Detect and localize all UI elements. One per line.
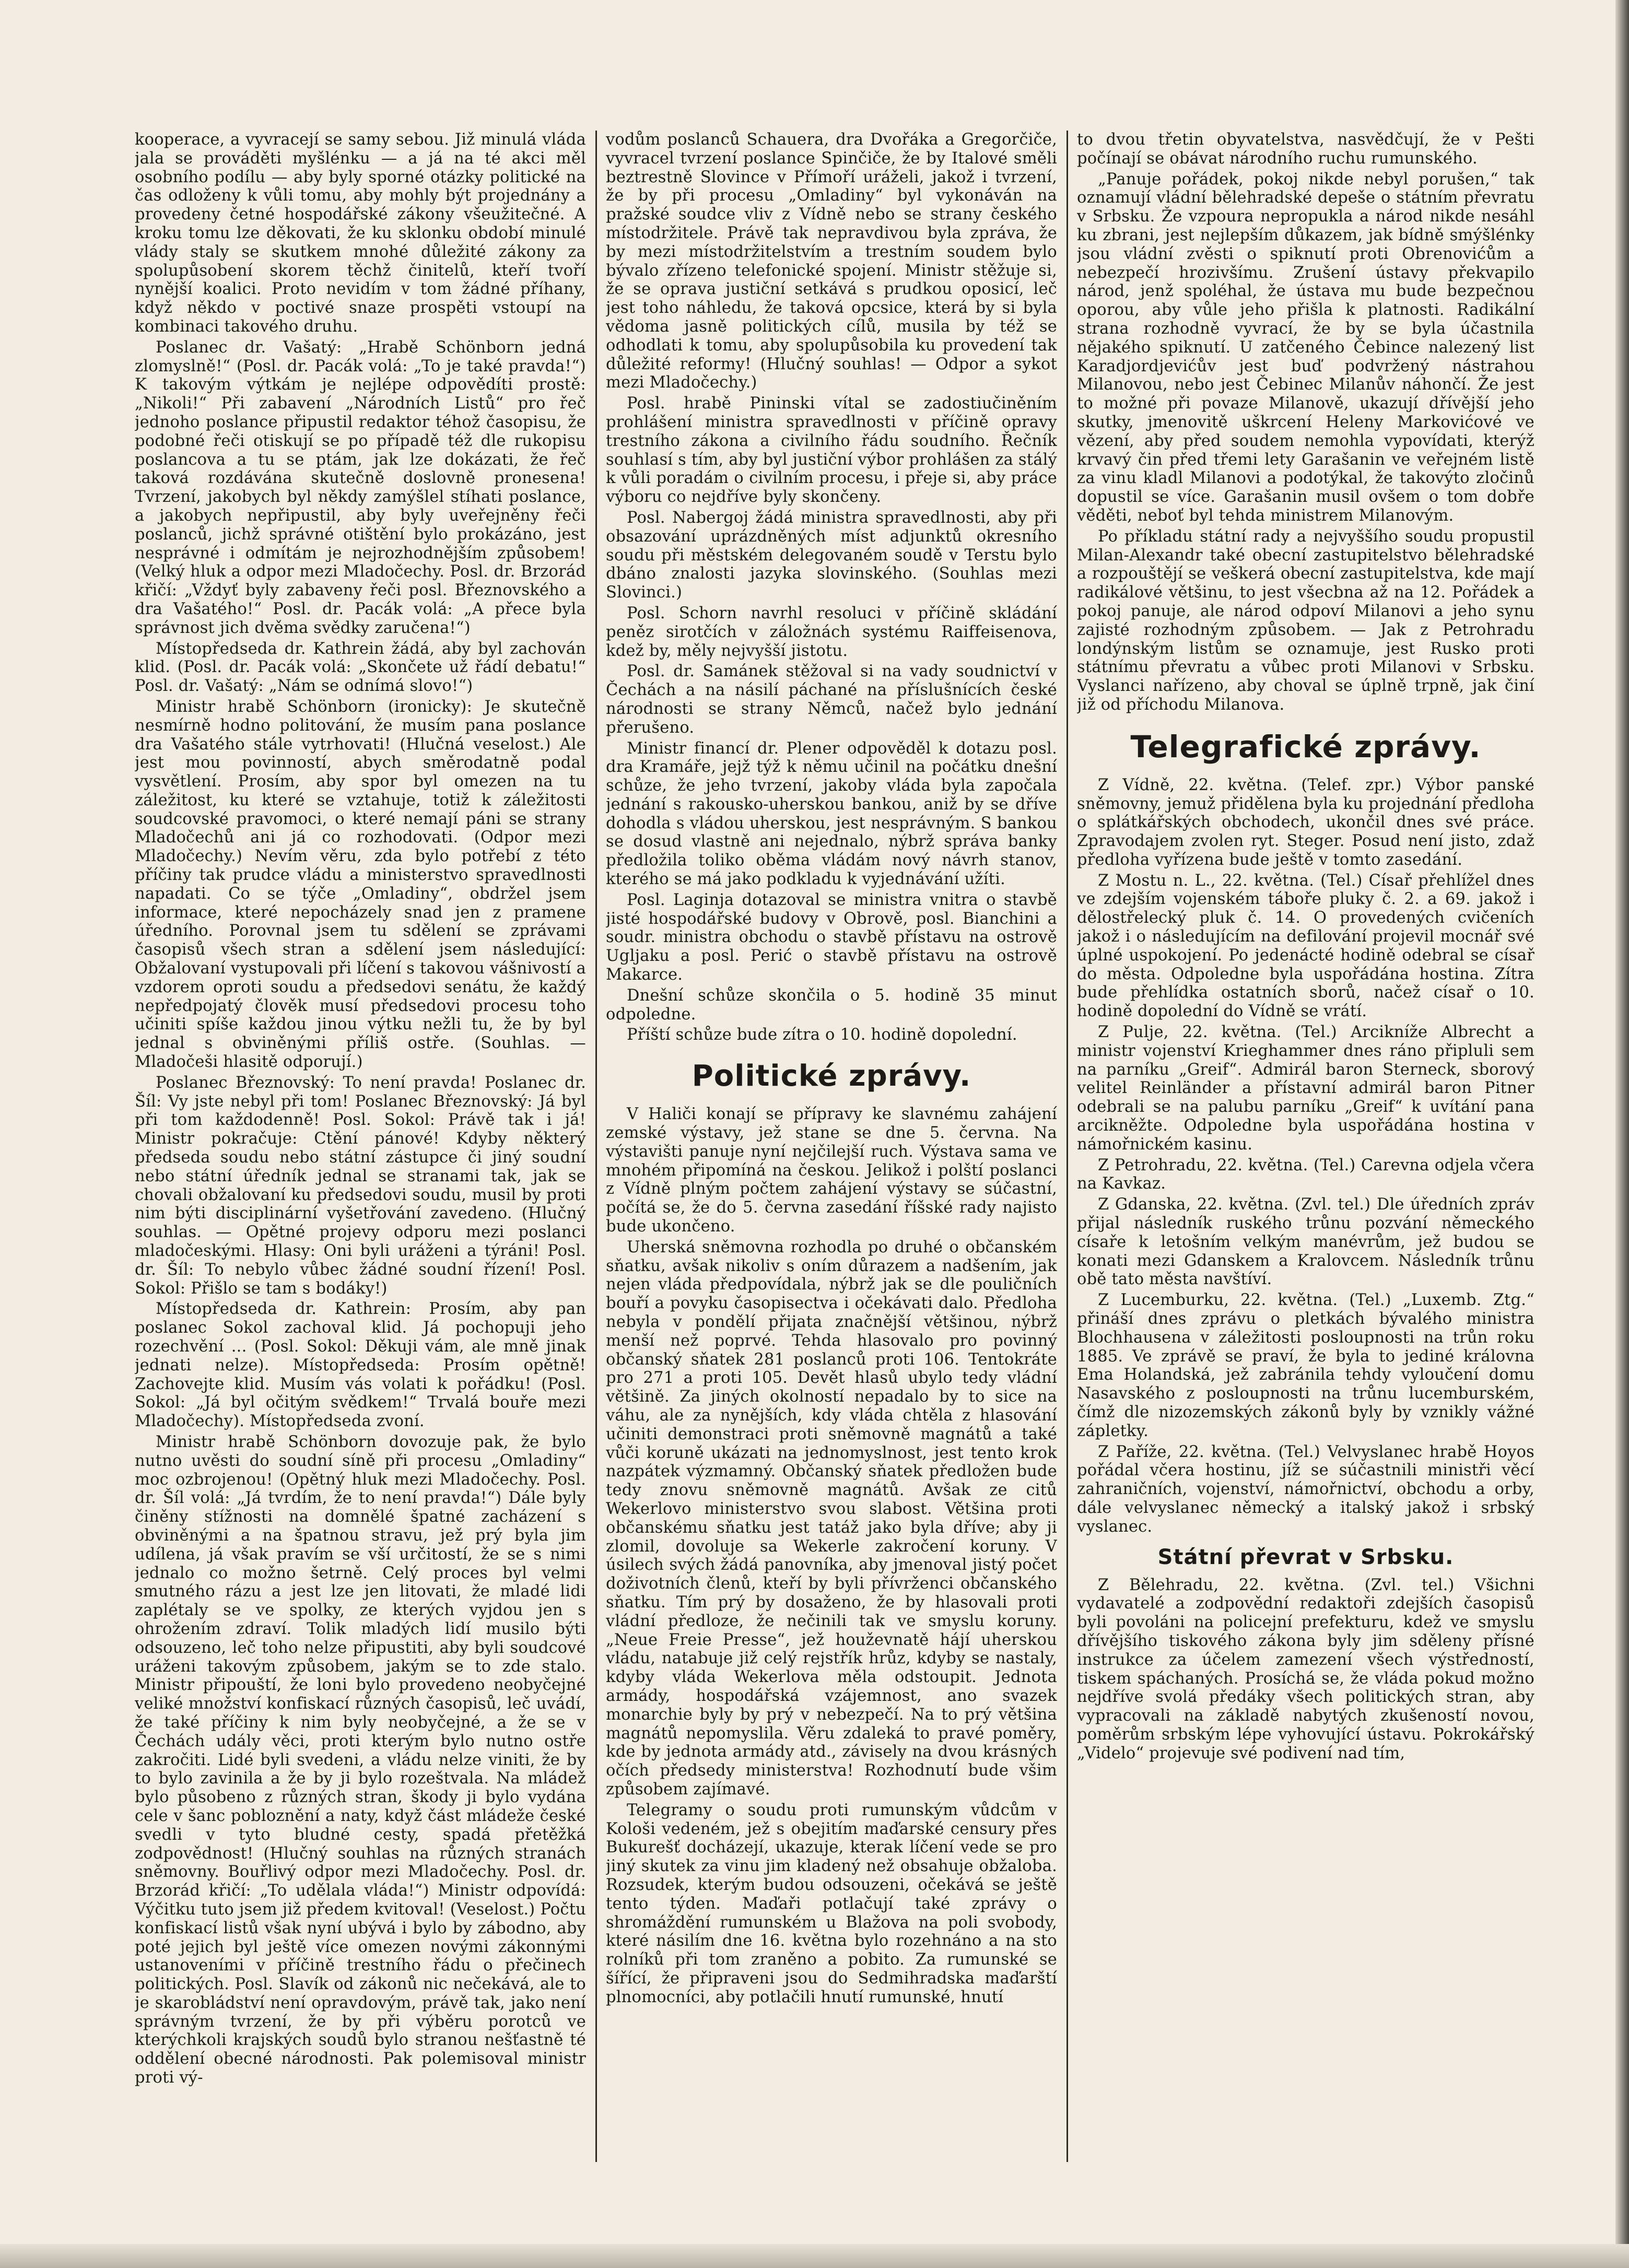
telegram-paragraph: Z Mostu n. L., 22. května. (Tel.) Císař přehlížel dnes ve zdejším vojenském táboře pluky č. 2. a 69. jakož i dělostřelecký pluk č. 14. O provedených cvičeních jakož i o následujícím na defilování projevil mocnář své úplné uspokojení. Po jedenácté hodině odebral se císař do města. Odpoledne byla uspořádána hostina. Zítra bude přehlídka ostatních sborů, načež císař o 10. hodině dopolední do Vídně se vrátí. <box>1077 871 1534 1021</box>
article-paragraph: Dnešní schůze skončila o 5. hodině 35 minut odpoledne. <box>606 986 1057 1024</box>
telegram-paragraph: Z Lucemburku, 22. května. (Tel.) „Luxemb. Ztg.“ přináší dnes zprávu o pletkách bývalého ministra Blochhausena v záležitosti posloupnosti na trůn roku 1885. Ve zprávě se praví, že byla to jediné královna Ema Holandská, jež zabránila tehdy vyloučení domu Nasavského z posloupnosti na trůnu lucemburském, čímž dle nizozemských zákonů byly by vznikly vážné zápletky. <box>1077 1291 1534 1440</box>
telegram-paragraph: Z Bělehradu, 22. května. (Zvl. tel.) Všichni vydavatelé a zodpovědní redaktoři zdejších časopisů byli povoláni na policejní prefekturu, kdež ve smyslu dřívějšího tiskového zákona byly jim sděleny přísné instrukce za účelem zamezení všech výstředností, tiskem spáchaných. Prosíchá se, že vláda pokud možno nejdříve svolá předáky všech politických stran, aby vypracovali na základě nabytých zkušeností novou, poměrům srbským lépe vyhovující ústavu. Pokrokářský „Videlo“ projevuje své podivení nad tím, <box>1077 1576 1534 1762</box>
article-paragraph: Posl. Nabergoj žádá ministra spravedlnosti, aby při obsazování uprázdněných míst adjunktů okresního soudu při městském delegovaném soudě v Terstu bylo dbáno znalosti jazyka slovinského. (Souhlas mezi Slovinci.) <box>606 508 1057 602</box>
article-paragraph: Ministr hrabě Schönborn (ironicky): Je skutečně nesmírně hodno politování, že musím pana poslance dra Vašatého stále vytrhovati! (Hlučná veselost.) Ale jest mou povinností, abych směrodatně podal vysvětlení. Prosím, aby spor byl omezen na tu záležitost, ku které se vztahuje, totiž k záležitosti soudcovské pravomoci, o které nemají páni se strany Mladočechů ani já co rozhodovati. (Odpor mezi Mladočechy.) Nevím věru, zda bylo potřebí z této příčiny tak prudce vládu a ministerstvo spravedlnosti napadati. Co se týče „Omladiny“, obdržel jsem informace, které nepocházely snad jen z pramene úředního. Porovnal jsem tu sdělení se zprávami časopisů všech stran a sdělení jsem následující: Obžalovaní vystupovali při líčení s takovou vášnivostí a vzdorem oproti soudu a předsedovi senátu, že každý nepředpojatý člověk musí předsedovi procesu toho učiniti spíše každou jinou výtku nežli tu, že by byl jednal s obviněnými příliš ostře. (Souhlas. — Mladočeši hlasitě odporují.) <box>135 697 586 1072</box>
column-3 <box>1077 131 1534 2167</box>
column-divider <box>595 131 597 2162</box>
article-paragraph: Příští schůze bude zítra o 10. hodině dopolední. <box>627 1026 1017 1044</box>
column-1 <box>135 131 586 2167</box>
article-paragraph: „Panuje pořádek, pokoj nikde nebyl porušen,“ tak oznamují vládní bělehradské depeše o státním převratu v Srbsku. Že vzpoura nepropukla a národ nikde nesáhl ku zbrani, jest nejlepším důkazem, jak bídně smýšlénky jsou vládní zvěsti o spiknutí proti Obrenovićům a nebezpečí hrozivšímu. Zrušení ústavy překvapilo národ, jenž spoléhal, že ústava mu bude bezpečnou oporou, aby vůle jeho přišla k platnosti. Radikální strana rozhodně vyvrací, že by se byla účastnila nějakého spiknutí. U zatčeného Čebince nalezený list Karadjordjevićův jest buď podvržený nástrahou Milanovou, nebo jest Čebinec Milanův náhončí. Že jest to možné při povaze Milanově, ukazují dřívější jeho skutky, jmenovitě uškrcení Heleny Markovićové ve vězení, aby před soudem nemohla vypovídati, kterýž krvavý čin před třemi lety Garašanin ve veřejném listě za vinu kladl Milanovi a podotýkal, že takovýto zločinů dopustil se více. Garašanin musil ovšem o tom dobře věděti, neboť byl tehda ministrem Milanovým. <box>1077 170 1534 525</box>
article-paragraph: Ministr financí dr. Plener odpověděl k dotazu posl. dra Kramáře, jejž týž k němu učinil na počátku dnešní schůze, že jeho tvrzení, jakoby vláda byla započala jednání s rakousko-uherskou bankou, aniž by se dříve dohodla s vládou uherskou, jest nesprávným. S bankou se dosud vlastně ani nejednalo, nýbrž správa banky předložila toliko oběma vládám nový návrh stanov, kterého se má jako podkladu k vyjednávání užíti. <box>606 739 1057 889</box>
column-divider <box>1067 131 1068 2162</box>
article-paragraph: kooperace, a vyvracejí se samy sebou. Již minulá vláda jala se prováděti myšlénku — a já na té akci měl osobního podílu — aby byly sporné otázky politické na čas odloženy k vůli tomu, aby mohly být projednány a provedeny četné hospodářské zákony všeužitečné. A kroku tomu lze děkovati, že ku sklonku období minulé vlády staly se skutkem mnohé důležité zákony za spolupůsobení skorem těchž činitelů, kteří tvoří nynější koalici. Proto nevidím v tom žádné příhany, když někdo v poctivé snaze prospěti vstoupí na kombinaci takového druhu. <box>135 131 586 336</box>
article-paragraph: Telegramy o soudu proti rumunským vůdcům v Kološi vedeném, jež s obejitím maďarské censury přes Bukurešť docházejí, ukazuje, kterak líčení vede se pro jiný skutek za vinu jim kladený než obsahuje obžaloba. Rozsudek, kterým budou odsouzeni, očekává se ještě tento týden. Maďaři potlačují také zprávy o shromáždění rumunském u Blažova na poli svobody, které násilím dne 16. května bylo rozehnáno a na sto rolníků při tom zraněno a pobito. Za rumunské se šířící, že připraveni jsou do Sedmihradska maďarští plnomocníci, aby potlačili hnutí rumunské, hnutí <box>606 1801 1057 2006</box>
article-paragraph: Místopředseda dr. Kathrein: Prosím, aby pan poslanec Sokol zachoval klid. Já pochopuji jeho rozechvění ... (Posl. Sokol: Děkuji vám, ale mně jinak jednati nelze). Místopředseda: Prosím opětně! Zachovejte klid. Musím vás volati k pořádku! (Posl. Sokol: „Já byl očitým svědkem!“ Trvalá bouře mezi Mladočechy). Místopředseda zvoní. <box>135 1300 586 1431</box>
newspaper-page <box>135 131 1534 2167</box>
scan-bottom-edge <box>0 2244 1629 2268</box>
telegram-paragraph: Z Gdanska, 22. května. (Zvl. tel.) Dle úředních zpráv přijal následník ruského trůnu pozvání německého císaře k letošním velkým manévrům, jež budou se konati mezi Gdanskem a Kralovcem. Následník trůnu obě tato města navštíví. <box>1077 1195 1534 1289</box>
article-paragraph: Posl. dr. Samánek stěžoval si na vady soudnictví v Čechách a na násilí páchané na příslušnících české národnosti se strany Němců, načež bylo jednání přerušeno. <box>606 662 1057 737</box>
telegram-paragraph: Z Petrohradu, 22. května. (Tel.) Carevna odjela včera na Kavkaz. <box>1077 1156 1534 1193</box>
article-paragraph: vodům poslanců Schauera, dra Dvořáka a Gregorčiče, vyvracel tvrzení poslance Spinčiče, že by Italové směli beztrestně Slovince v Přímoří uráželi, jakož i tvrzení, že by při procesu „Omladiny“ byl vykonáván na pražské soudce vliv z Vídně nebo se strany českého místodržitele. Právě tak nepravdivou byla zpráva, že by mezi místodržitelstvím a trestním soudem bylo bývalo zřízeno telefonické spojení. Ministr stěžuje si, že se oprava justiční setkává s prudkou oposicí, leč jest toho náhledu, že taková opcsice, která by si byla vědoma jasně politických cílů, musila by též se odhodlati k tomu, aby spolupůsobila ku provedení tak důležité reformy! (Hlučný souhlas! — Odpor a sykot mezi Mladočechy.) <box>606 131 1057 392</box>
article-paragraph: Poslanec dr. Vašatý: „Hrabě Schönborn jedná zlomyslně!“ (Posl. dr. Pacák volá: „To je také pravda!“) K takovým výtkám je nejlépe odpovědíti prostě: „Nikoli!“ Při zabavení „Národních Listů“ pro řeč jednoho poslance připustil redaktor téhož časopisu, že podobné řeči otiskují se po případě též dle rukopisu poslancova a tu se ptám, jak lze dokázati, že řeč taková rozdávána skutečně doslovně pronesena! Tvrzení, jakobych byl někdy zamýšlel stíhati poslance, a jakobych nepřipustil, aby byly uveřejněny řeči poslanců, jichž správné otištění bylo prokázáno, jest nesprávné i odmítám je nejrozhodnějším způsobem! (Velký hluk a odpor mezi Mladočechy. Posl. dr. Brzorád křičí: „Vždyť byly zabaveny řeči posl. Březnovského a dra Vašatého!“ Posl. dr. Pacák volá: „A přece byla správnost jich dvěma svědky zaručena!“) <box>135 338 586 637</box>
article-paragraph: Posl. Laginja dotazoval se ministra vnitra o stavbě jisté hospodářské budovy v Obrově, posl. Bianchini a soudr. ministra obchodu o stavbě přístavu na ostrově Ugljaku a posl. Perić o stavbě přístavu na ostrově Makarce. <box>606 890 1057 984</box>
telegram-paragraph: Z Paříže, 22. května. (Tel.) Velvyslanec hrabě Hoyos pořádal včera hostinu, jíž se súčastnili ministři věcí zahraničních, vojenství, námořnictví, obchodu a orby, dále velvyslanec německý a italský jakož i srbský vyslanec. <box>1077 1442 1534 1536</box>
column-2 <box>606 131 1057 2167</box>
article-paragraph: Po příkladu státní rady a nejvyššího soudu propustil Milan-Alexandr také obecní zastupitelstvo bělehradské a rozpouštějí se veškerá obecní zastupitelstva, kde mají radikálové většinu, to jest všecbna až na 12. Pořádek a pokoj panuje, ale národ odpoví Milanovi a jeho synu zajisté rozhodným způsobem. — Jak z Petrohradu londýnským listům se oznamuje, jest Rusko proti státnímu převratu a vůbec proti Milanovi v Srbsku. Vyslanci nařízeno, aby choval se úplně trpně, jak činí již od příchodu Milanova. <box>1077 527 1534 714</box>
article-paragraph: Posl. hrabě Pininski vítal se zadostiučiněním prohlášení ministra spravedlnosti v příčině opravy trestního zákona a civilního řádu soudního. Řečník souhlasí s tím, aby byl justiční výbor prohlášen za stálý k vůli poradám o civilním procesu, i přeje si, aby práce výboru co nejdříve byly skončeny. <box>606 394 1057 507</box>
scan-edge <box>1615 0 1629 2268</box>
telegram-paragraph: Z Pulje, 22. května. (Tel.) Arcikníže Albrecht a ministr vojenství Krieghammer dnes ráno připluli sem na parníku „Greif“. Admirál baron Sterneck, sborový velitel Reinländer a přístavní admirál baron Pitner odebrali se na palubu parníku „Greif“ k uvítání pana arcikněžte. Odpoledne byla uspořádána hostina v námořnickém kasinu. <box>1077 1023 1534 1154</box>
article-paragraph: V Haliči konají se přípravy ke slavnému zahájení zemské výstavy, jež stane se dne 5. června. Na výstavišti panuje nyní nejčilejší ruch. Výstava sama ve mnohém připomíná na českou. Jelikož i polští poslanci z Vídně plným počtem zahájení výstavy se súčastní, počítá se, že do 5. června zasedání říšské rady najisto bude ukončeno. <box>606 1105 1057 1236</box>
article-paragraph: Místopředseda dr. Kathrein žádá, aby byl zachován klid. (Posl. dr. Pacák volá: „Skončete už řádí debatu!“ Posl. dr. Vašatý: „Nám se odnímá slovo!“) <box>135 639 586 696</box>
article-paragraph: to dvou třetin obyvatelstva, nasvědčují, že v Pešti počínají se obávat národního ruchu rumunského. <box>1077 131 1534 168</box>
article-paragraph: Poslanec Březnovský: To není pravda! Poslanec dr. Šíl: Vy jste nebyl při tom! Poslanec Březnovský: Já byl při tom každodenně! Posl. Sokol: Právě tak i já! Ministr pokračuje: Ctění pánové! Kdyby některý předseda soudu nebo státní zástupce či jiný soudní nebo státní úředník jednal se stranami tak, jak se chovali obžalovaní ku předsedovi soudu, musil by proti nim býti disciplinární vyšetřování zavedeno. (Hlučný souhlas. — Opětné projevy odporu mezi poslanci mladočeskými. Hlasy: Oni byli uráženi a týráni! Posl. dr. Šíl: To nebylo vůbec žádné soudní řízení! Posl. Sokol: Přišlo se tam s bodáky!) <box>135 1073 586 1298</box>
article-paragraph: Posl. Schorn navrhl resoluci v příčině skládání peněz sirotčích v záložnách systému Raiffeisenova, kdež by, měly nejvyšší jistotu. <box>606 604 1057 660</box>
article-paragraph: Uherská sněmovna rozhodla po druhé o občanském sňatku, avšak nikoliv s oním důrazem a nadšením, jak nejen vláda předpovídala, nýbrž jak se dle pouličních bouří a povyku časopisectva i očekávati dalo. Předloha nebyla v pondělí přijata značnější většinou, nýbrž menší než poprvé. Tehda hlasovalo pro povinný občanský sňatek 281 poslanců proti 106. Tentokráte pro 271 a proti 105. Devět hlasů ubylo tedy vládní většině. Za jiných okolností nepadalo by to sice na váhu, ale za nynějších, kdy vláda chtěla z hlasování učiniti demonstraci proti sněmovně magnátů a také vůči koruně ukázati na jednomyslnost, jest tento krok nazpátek výzmamný. Občanský sňatek předložen bude tedy znovu sněmovně magnátů. Avšak ze citů Wekerlovo ministerstvo svou slabost. Většina proti občanskému sňatku jest tatáž jako byla dříve; aby ji zlomil, dovoluje sa Wekerle zakročení koruny. V úsilech svých žádá panovníka, aby jmenoval jistý počet doživotních členů, kteří by byli přívrženci občanského sňatku. Tím prý by dosaženo, že by hlasovali proti vládní předloze, že nečinili tak ve smyslu koruny. „Neue Freie Presse“, jež houževnatě hájí uherskou vládu, natabuje již celý rejstřík hrůz, kdyby se nastaly, kdyby vláda Wekerlova měla odstoupit. Jednota armády, hospodářská vzájemnost, ano svazek monarchie byly by prý v nebezpečí. Na to prý většina magnátů nepomyslila. Věru zdaleká to pravé poměry, kde by jednota armády atd., závisely na dvou krásných očích předsedy ministerstva! Rozhodnutí bude všim způsobem zajímavé. <box>606 1238 1057 1799</box>
article-paragraph: Ministr hrabě Schönborn dovozuje pak, že bylo nutno uvěsti do soudní síně při procesu „Omladiny“ moc ozbrojenou! (Opětný hluk mezi Mladočechy. Posl. dr. Šíl volá: „Já tvrdím, že to není pravda!“) Dále byly činěny stížnosti na domnělé špatné zacházení s obviněnými a na špatnou stravu, jež prý byla jim udílena, já však pravím se vší určitostí, že se s nimi jednalo co možno šetrně. Celý proces byl velmi smutného rázu a jest lze jen litovati, že mladé lidi zaplétaly se ve spolky, ze kterých vyjdou jen s ohrožením zdraví. Tolik mladých lidí musilo býti odsouzeno, leč toho nelze připustiti, aby byli soudcové uráženi takovým způsobem, jakým se to zde stalo. Ministr připouští, že loni bylo provedeno neobyčejné veliké množství konfiskací různých časopisů, leč uvádí, že také příčiny k nim byly neobyčejné, a že se v Čechách udály věci, proti kterým bylo nutno ostře zakročiti. Lidé byli svedeni, a vládu nelze viniti, že by to bylo zavinila a že by ji bylo rozeštvala. Na mládež bylo působeno z různých stran, škody ji bylo vydána cele v šanc pobloznění a naty, když část mládeže české svedli v tyto bludné cesty, spadá přetěžká zodpovědnost! (Hlučný souhlas na různých stranách sněmovny. Bouřlivý odpor mezi Mladočechy. Posl. dr. Brzorád křičí: „To udělala vláda!“) Ministr odpovídá: Výčitku tuto jsem již předem kvitoval! (Veselost.) Počtu konfiskací listů však nyní ubývá i bylo by zábodno, aby poté jejich byl ještě více omezen novými zákonnými ustanoveními v příčině trestního řádu o přečinech politických. Posl. Slavík od zákonů nic nečekává, ale to je skarobládství není opravdovým, právě tak, jako není správným tvrzení, že by při výběru porotců ve kterýchkoli krajských soudů bylo stranou nešťastně té oddělení obecné národnosti. Pak polemisoval ministr proti vý- <box>135 1432 586 2087</box>
section-heading-politicke: Politické zprávy. <box>692 1059 971 1094</box>
section-heading-telegraficke: Telegrafické zprávy. <box>1130 728 1481 765</box>
section-heading-statni-prevrat: Státní převrat v Srbsku. <box>1157 1545 1454 1569</box>
telegram-paragraph: Z Vídně, 22. května. (Telef. zpr.) Výbor panské sněmovny, jemuž přidělena byla ku projednání předloha o splátkářských obchodech, ukončil dnes své práce. Zpravodajem zvolen ryt. Steger. Posud není jisto, zdaž předloha vyřízena bude ještě v tomto zasedání. <box>1077 775 1534 869</box>
